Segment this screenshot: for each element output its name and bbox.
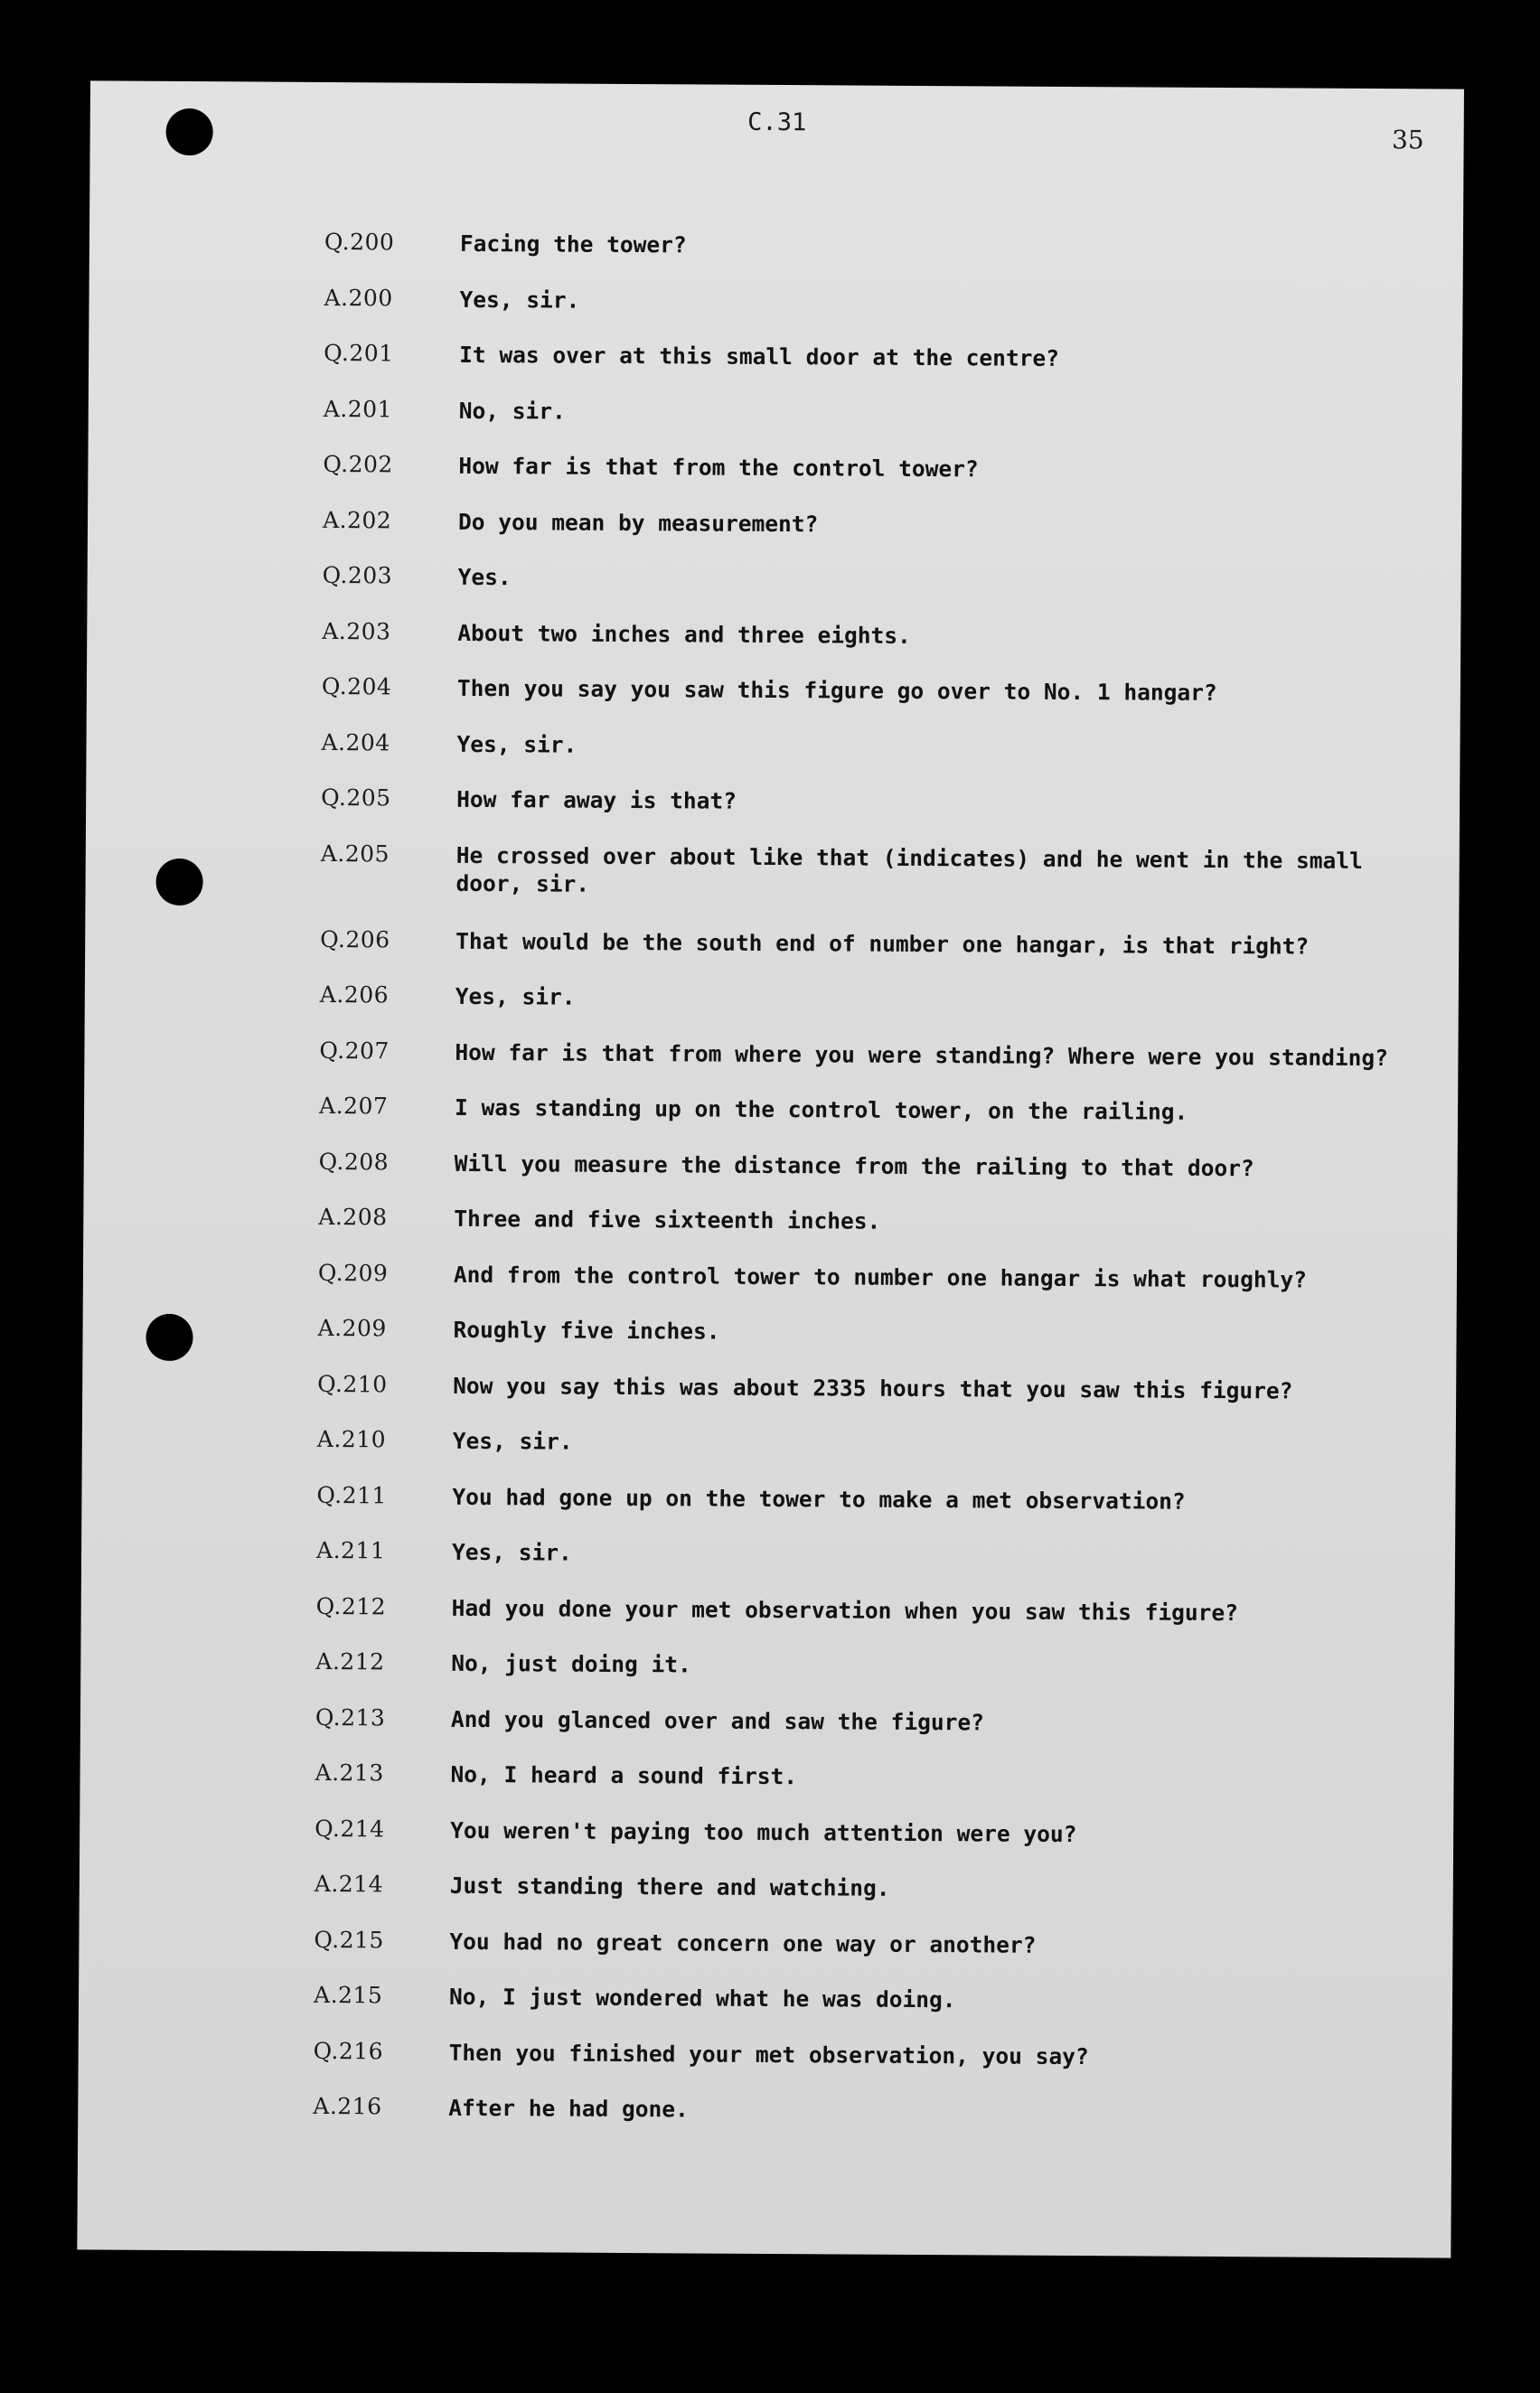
entry-text: It was over at this small door at the centre? [459,341,1060,371]
entry-label: Q.214 [315,1815,385,1842]
entry-text: How far is that from the control tower? [458,452,979,483]
entry-label: A.209 [317,1314,387,1342]
entry-label: Q.215 [314,1926,384,1953]
entry-label: A.202 [322,506,392,533]
transcript-entry [323,506,1434,568]
entry-label: A.212 [315,1647,385,1675]
transcript-entry [321,784,1432,847]
transcript-entry [320,981,1432,1044]
transcript-entry [316,1481,1428,1544]
transcript-entry [322,673,1433,736]
entry-label: A.200 [324,284,393,311]
entry-label: Q.202 [323,450,393,478]
transcript-entry [317,1426,1429,1488]
transcript-entry [324,229,1436,291]
entry-text: Facing the tower? [459,230,687,258]
entry-label: Q.207 [319,1037,390,1064]
entry-text: How far away is that? [456,785,737,814]
transcript-entry [315,1648,1427,1711]
transcript-entry [319,1093,1431,1155]
transcript-entry [315,1592,1427,1655]
entry-label: A.205 [320,840,390,867]
entry-label: A.203 [322,617,391,644]
transcript-entry [324,340,1435,402]
entry-text: You had no great concern one way or another? [449,1928,1037,1958]
transcript-entry [313,2037,1424,2099]
transcript-entry [324,284,1435,346]
entry-label: A.213 [315,1759,384,1787]
entry-label: Q.204 [321,672,392,700]
entry-text: And from the control tower to number one hangar is what roughly? [453,1261,1308,1293]
entry-text: Will you measure the distance from the railing to that door? [454,1150,1254,1181]
transcript-entry [323,451,1434,513]
entry-label: Q.210 [317,1370,388,1397]
entry-text: No, I just wondered what he was doing. [448,1983,956,2013]
transcript-entry [320,925,1432,988]
entry-label: Q.205 [321,784,391,812]
document-page [77,80,1464,2257]
entry-label: A.210 [316,1425,387,1453]
page-number: 35 [1391,125,1424,155]
entry-label: Q.203 [322,561,393,589]
entry-label: Q.209 [317,1259,389,1286]
entry-text: No, I heard a sound first. [450,1760,798,1790]
entry-text: Now you say this was about 2335 hours that you saw this figure? [453,1372,1293,1404]
entry-text: He crossed over about like that (indicates) and he went in the small door, sir. [455,841,1363,898]
entry-label: A.208 [318,1203,388,1231]
transcript-entry [315,1703,1427,1766]
entry-text: Then you say you saw this figure go over to No. 1 hangar? [456,674,1217,706]
punch-hole-lower [146,1314,192,1361]
entry-label: Q.216 [313,2037,384,2064]
entry-label: A.201 [323,395,393,422]
entry-label: Q.206 [320,925,390,953]
entry-text: Yes, sir. [451,1538,572,1566]
entry-label: Q.211 [316,1481,387,1508]
entry-label: Q.213 [315,1703,386,1731]
entry-label: A.216 [313,2092,382,2120]
entry-label: Q.212 [315,1592,387,1619]
entry-label: Q.208 [318,1148,390,1175]
transcript-entry [317,1315,1429,1377]
transcript-entry [318,1148,1430,1210]
entry-label: A.215 [313,1981,383,2009]
entry-label: A.204 [321,728,390,755]
transcript-entry [322,562,1433,624]
entry-text: After he had gone. [448,2094,689,2123]
entry-label: Q.200 [324,228,395,256]
entry-text: That would be the south end of number one hangar, is that right? [455,927,1310,960]
transcript-entry [313,2093,1424,2155]
entry-text: Three and five sixteenth inches. [454,1205,881,1234]
entry-label: A.207 [319,1092,389,1120]
entry-text: Yes, sir. [456,730,578,758]
entry-text: Had you done your met observation when you saw this figure? [451,1594,1239,1626]
transcript-entry [315,1815,1426,1877]
entry-text: And you glanced over and saw the figure? [450,1705,985,1735]
transcript-entry [314,1982,1425,2044]
transcript [313,229,1436,2155]
transcript-entry [319,1037,1431,1099]
entry-text: Then you finished your met observation, you say? [448,2039,1089,2069]
entry-text: Yes, sir. [455,982,576,1010]
entry-text: No, just doing it. [451,1649,691,1678]
entry-text: Yes, sir. [452,1427,573,1455]
transcript-entry [321,728,1432,791]
entry-text: About two inches and three eights. [457,619,911,649]
transcript-entry [315,1871,1426,1933]
entry-text: Yes, sir. [459,286,580,314]
transcript-entry [320,840,1432,933]
transcript-entry [324,395,1435,457]
transcript-entry [317,1370,1429,1432]
transcript-entry [315,1760,1426,1822]
transcript-entry [314,1926,1425,1988]
entry-text: You weren't paying too much attention were you? [450,1816,1077,1847]
entry-text: No, sir. [458,397,566,425]
transcript-entry [318,1204,1430,1266]
entry-text: How far is that from where you were standing? Where were you standing? [455,1038,1389,1071]
transcript-entry [322,617,1433,680]
transcript-entry [318,1259,1430,1321]
entry-text: Just standing there and watching. [449,1872,890,1901]
entry-label: A.206 [319,981,390,1009]
page-header: C.31 [747,108,807,137]
entry-label: Q.201 [324,339,394,367]
entry-text: Yes. [457,563,512,591]
entry-text: Do you mean by measurement? [457,508,819,537]
entry-text: I was standing up on the control tower, on the railing. [454,1093,1188,1125]
entry-label: A.214 [314,1870,384,1898]
punch-hole-middle [155,859,202,906]
entry-label: A.211 [315,1536,386,1564]
entry-text: You had gone up on the tower to make a met observation? [452,1483,1186,1515]
transcript-entry [316,1537,1428,1600]
entry-text: Roughly five inches. [453,1316,720,1345]
